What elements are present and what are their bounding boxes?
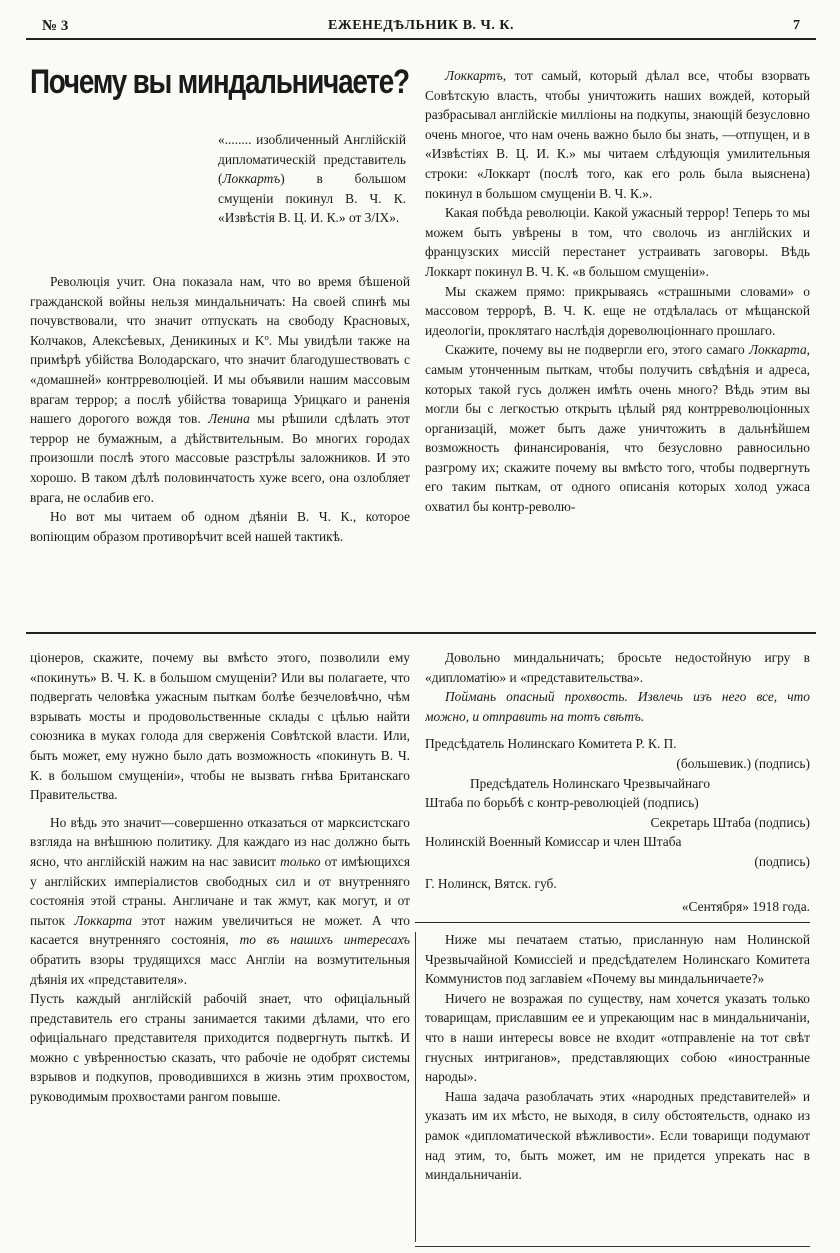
- italic-name: Локкарта: [74, 912, 133, 928]
- paragraph: [30, 272, 410, 507]
- left-column-bottom: [30, 648, 410, 1246]
- paragraph-text: , самым утонченным пыткам, чтобы получить свѣдѣнія и адреса, которых такой гусь должен имѣть очень много? Вѣдь этим вы могли бы с легкостью открыть цѣлый ряд контрреволюціонных организацій, может быть даже уничтожить в дальнѣйшем возможность финансированія, что безусловно равносильно разгрому их; скажите почему вы вмѣсто того, чтобы подвергнуть его таким пыткам, от одного описанія которых холод ужаса охватил бы контр-револю-: [425, 342, 810, 515]
- epigraph-part-1: «........ изобличенный Англійскій дипломатическій представитель (: [218, 132, 406, 187]
- paragraph-text: обратить взоры трудящихся масс Англіи на возмутительныя дѣянія их «представителя».: [30, 951, 410, 987]
- paragraph: [425, 66, 810, 203]
- page-header: [26, 8, 816, 40]
- italic-name: Локкарта: [748, 342, 807, 358]
- signature-line: (большевик.) (подпись): [676, 755, 810, 771]
- paragraph: Ничего не возражая по существу, нам хочется указать только товарищам, приславшим ее и упрекающим нас в миндальничаніи, что в наши интересы вовсе не входит «отправленіе на тот свѣт гнусных интриганов», представляющих собою «иностранные народы».: [425, 990, 810, 1085]
- paragraph: Довольно миндальничать; бросьте недостойную игру в «дипломатію» и «представительства».: [425, 650, 810, 685]
- article-headline: Почему вы миндальничаете?: [30, 63, 409, 101]
- epigraph-part-2: ) в большом смущеніи покинул В. Ч. К. «Извѣстія В. Ц. И. К.» от 3/IX».: [218, 171, 406, 226]
- paragraph: Но вот мы читаем об одном дѣяніи В. Ч. К., которое вопіющим образом противорѣчит всей нашей тактикѣ.: [30, 509, 410, 544]
- signature-line: Предсѣдатель Нолинскаго Комитета Р. К. П.: [425, 736, 677, 752]
- right-column-bottom: [425, 648, 810, 916]
- paragraph: [425, 340, 810, 516]
- left-column-top: [30, 272, 410, 624]
- paragraph: Пусть каждый англійскій рабочій знает, что офиціальный представитель его страны занимается такими дѣлами, что его офиціальнаго представителя приходится подвергнуть пыткѣ. И можно с увѣренностью сказать, что рабочіе не одобрят системы взрывов и подкупов, проводившихся в жизнь этим прохвостом, руководимым прохвостами рангом повыше.: [30, 991, 410, 1105]
- bottom-divider: [415, 1246, 810, 1247]
- paragraph: [30, 813, 410, 989]
- italic-phrase: то въ нашихъ интересахъ: [239, 932, 410, 948]
- signature-line: Секретарь Штаба (подпись): [650, 814, 810, 830]
- paragraph-text: мы рѣшили сдѣлать этот террор не бумажным, а дѣйствительным. Во многих городах произошли послѣ этого массовые разстрѣлы заложников. И это хорошо. В таком дѣлѣ половинчатость хуже всего, она озлобляет врага, не ослабив его.: [30, 411, 410, 505]
- signature-line: (подпись): [754, 853, 810, 869]
- paragraph-text: Но вѣдь это значит—совершенно отказаться от марксистскаго взгляда на внѣшнюю политику. Для каждаго из нас должно быть ясно, что англійскій нажим на нас зависит: [30, 814, 410, 869]
- issue-number: № 3: [42, 18, 69, 34]
- paragraph-text: Революція учит. Она показала нам, что во время бѣшеной гражданской войны нельзя миндальничать: На своей спинѣ мы почувствовали, что значит отпускать на свободу Красновых, Колчаков, Алексѣевых, Деникиных и Kº. Мы увидѣли также на примѣрѣ убійства Володарскаго, что значит благодушествовать с «домашней» контрреволюціей. И мы объявили нашим массовым врагам террор; а послѣ убійства товарища Урицкаго и раненія нашего дорогого вождя тов.: [30, 274, 410, 427]
- italic-word: только: [280, 853, 321, 869]
- epigraph-text: [218, 130, 406, 228]
- publication-title: ЕЖЕНЕДѢЛЬНИК В. Ч. К.: [328, 18, 514, 33]
- paragraph: Какая побѣда революціи. Какой ужасный террор! Теперь то мы можем быть увѣрены в том, что сволочь из англійских и французских миссій перестанет устраивать заговоры. Вѣдь Локкарт покинул В. Ч. К. «в большом смущеніи».: [425, 205, 810, 279]
- signature-line: Предсѣдатель Нолинскаго Чрезвычайнаго: [470, 775, 711, 791]
- paragraph-text: этот нажим увеличиться не может. А что касается внутренняго состоянія,: [30, 912, 410, 948]
- paragraph-text: Скажите, почему вы не подвергли его, этого самаго: [445, 342, 749, 358]
- date-line: «Сентября» 1918 года.: [681, 899, 810, 915]
- paragraph: ціонеров, скажите, почему вы вмѣсто этого, позволили ему «покинуть» В. Ч. К. в большом смущеніи? Или вы полагаете, что подвергать человѣка ужасным пыткам болѣе безчеловѣчно, чѣм взрывать мосты и продовольственные склады с цѣлью найти союзника в муках голода для сверженія Совѣтской власти. Или, быть может, ему нужно было дать возможность «покинуть В. Ч. К. в большом смущеніи», чтобы не вызвать гнѣва Британскаго Правительства.: [30, 650, 410, 803]
- place-line: Г. Нолинск, Вятск. губ.: [425, 875, 557, 891]
- page-number: 7: [793, 18, 800, 33]
- signature-line: Штаба по борьбѣ с контр-революціей (подпись): [425, 795, 699, 811]
- right-column-top: [425, 66, 810, 626]
- section-divider: [26, 632, 816, 634]
- italic-name: Ленина: [208, 411, 250, 427]
- italic-paragraph: Поймань опасный прохвость. Извлечь изъ него все, что можно, и отправить на тотъ свѣтъ.: [425, 689, 810, 724]
- editorial-border: [415, 932, 416, 1242]
- paragraph: Наша задача разоблачать этих «народных представителей» и указать им их мѣсто, не выходя, в силу обстоятельств, однако из рамок «дипломатической вѣжливости». Если товарищи подумают над этим, то, быть может, им не придется упрекать нас в миндальничаніи.: [425, 1088, 810, 1183]
- paragraph-text: , тот самый, который дѣлал все, чтобы взорвать Совѣтскую власть, чтобы уничтожить наших вождей, который разбрасывал англійскіе милліоны на подкупы, знающій безусловно очень многое, что нам очень важно было бы знать, —отпущен, и в «Извѣстіях В. Ц. И. К.» мы читаем слѣдующія умилительныя строки: «Локкарт (послѣ того, как его роль была выяснена) покинул в большом смущеніи В. Ч. К.».: [425, 68, 810, 201]
- paragraph: Мы скажем прямо: прикрываясь «страшными словами» о массовом террорѣ, В. Ч. К. еще не отдѣлалась от мѣщанской идеологіи, проклятаго наслѣдія дореволюціоннаго прошлаго.: [425, 283, 810, 338]
- editorial-divider: [415, 922, 810, 923]
- epigraph: [218, 130, 406, 228]
- paragraph: Ниже мы печатаем статью, присланную нам Нолинской Чрезвычайной Комиссіей и предсѣдателем Нолинскаго Комитета Коммунистов под заглавіем «Почему вы миндальничаете?»: [425, 932, 810, 987]
- paragraph-text: от имѣющихся у англійских имперіалистов свободных сил и от внутренняго состоянія этой страны. Англичане и так жмут, как могут, и от пыток: [30, 853, 410, 928]
- editorial-note: [425, 930, 810, 1242]
- epigraph-name: Локкартъ: [222, 171, 281, 187]
- italic-name: Локкартъ: [445, 68, 503, 83]
- signature-line: Нолинскій Военный Комиссар и член Штаба: [425, 834, 682, 850]
